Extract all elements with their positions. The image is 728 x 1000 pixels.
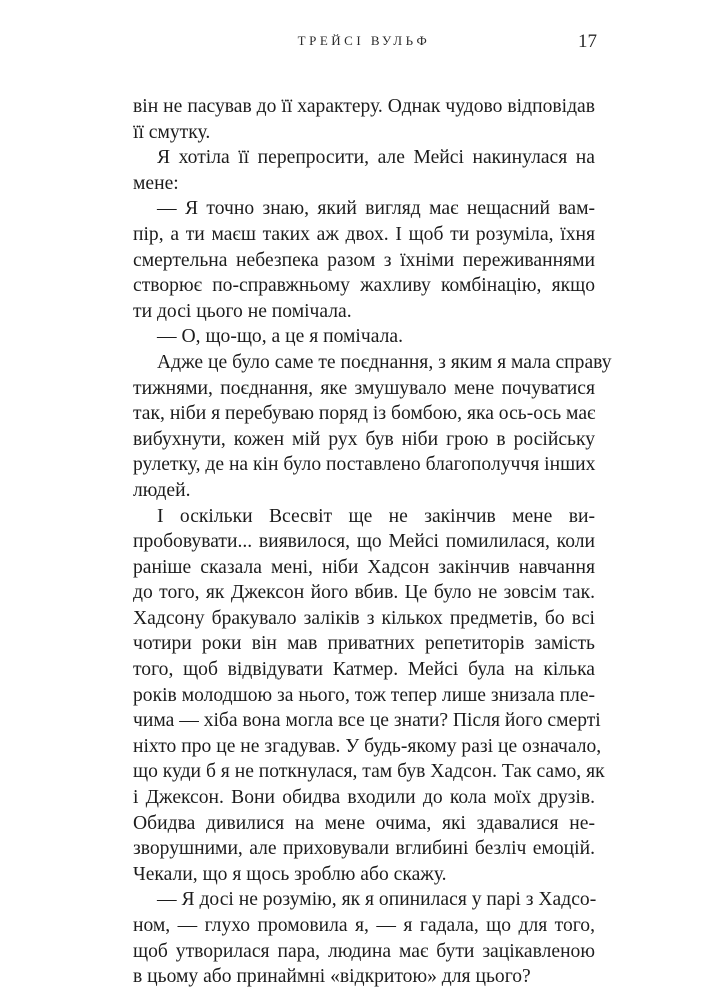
text-line: пробовувати... виявилося, що Мейсі помилилася, коли [133,531,595,553]
text-line: створює по-справжньому жахливу комбінацію, якщо [133,275,595,297]
paragraph [133,324,595,350]
text-line: її смутку. [133,121,211,143]
text-line: раніше сказала мені, ніби Хадсон закінчив навчання [133,556,595,578]
text-line: чима — хіба вона могла все це знати? Після його смерті [133,710,601,732]
text-line: ном, — глухо промовила я, — я гадала, що для того, [133,915,595,936]
text-line: ніхто про це не згадував. У будь-якому разі це означало, [133,735,602,757]
text-line: так, ніби я перебуваю поряд із бомбою, яка ось-ось має [133,403,596,425]
paragraph [133,887,595,989]
text-line: вибухнути, кожен мій рух був ніби грою в російську [133,428,595,450]
text-line: тижнями, поєднання, яке змушувало мене почуватися [133,377,595,399]
text-line: ти досі цього не помічала. [133,300,352,322]
page-number: 17 [578,31,597,52]
text-line: того, щоб відвідувати Катмер. Мейсі була на кілька [133,659,595,681]
text-line: — О, що-що, а це я помічала. [157,326,403,348]
paragraph [133,145,595,196]
text-line: він не пасував до її характеру. Однак чудово відповідав [133,96,595,117]
text-line: в цьому або принаймні «відкритою» для цього? [133,966,531,988]
paragraph [133,504,605,888]
text-line: смертельна небезпека разом з їхніми переживаннями [133,249,595,271]
text-line: Хадсону бракувало заліків з кількох предметів, бо всі [133,607,595,629]
text-line: зворушними, але приховували вглибині безліч емоцій. [133,838,595,860]
text-line: — Я досі не розумію, як я опинилася у парі з Хадсо- [157,889,597,911]
text-line: Чекали, що я щось зроблю або скажу. [133,863,447,885]
paragraph [133,196,595,324]
paragraph [133,350,612,504]
text-line: Обидва дивилися на мене очима, які здавалися не- [133,812,595,834]
text-line: років молодшою за нього, тож тепер лише знизала пле- [133,684,596,706]
text-line: Я хотіла її перепросити, але Мейсі накинулася на [157,147,595,169]
text-line: людей. [133,479,191,501]
text-line: рулетку, де на кін було поставлено благополуччя інших [133,454,596,476]
text-line: Адже це було саме те поєднання, з яким я мала справу [157,351,612,373]
text-line: щоб утворилася пара, людина має бути зацікавленою [133,940,595,962]
text-line: що куди б я не поткнулася, там був Хадсон. Так само, як [133,761,605,783]
text-line: — Я точно знаю, який вигляд має нещасний вам- [157,198,595,220]
text-line: мене: [133,172,179,194]
text-line: до того, як Джексон його вбив. Це було не зовсім так. [133,582,595,604]
text-line: чотири роки він мав приватних репетиторів замість [133,633,595,655]
text-line: пір, а ти маєш таких аж двох. І щоб ти розуміла, їхня [133,223,595,245]
text-line: І оскільки Всесвіт ще не закінчив мене ви- [157,505,595,527]
text-line: і Джексон. Вони обидва входили до кола моїх друзів. [133,787,595,809]
paragraph [133,94,595,145]
body-text [133,94,612,990]
running-title: ТРЕЙСІ ВУЛЬФ [297,33,431,48]
running-head [0,31,728,55]
